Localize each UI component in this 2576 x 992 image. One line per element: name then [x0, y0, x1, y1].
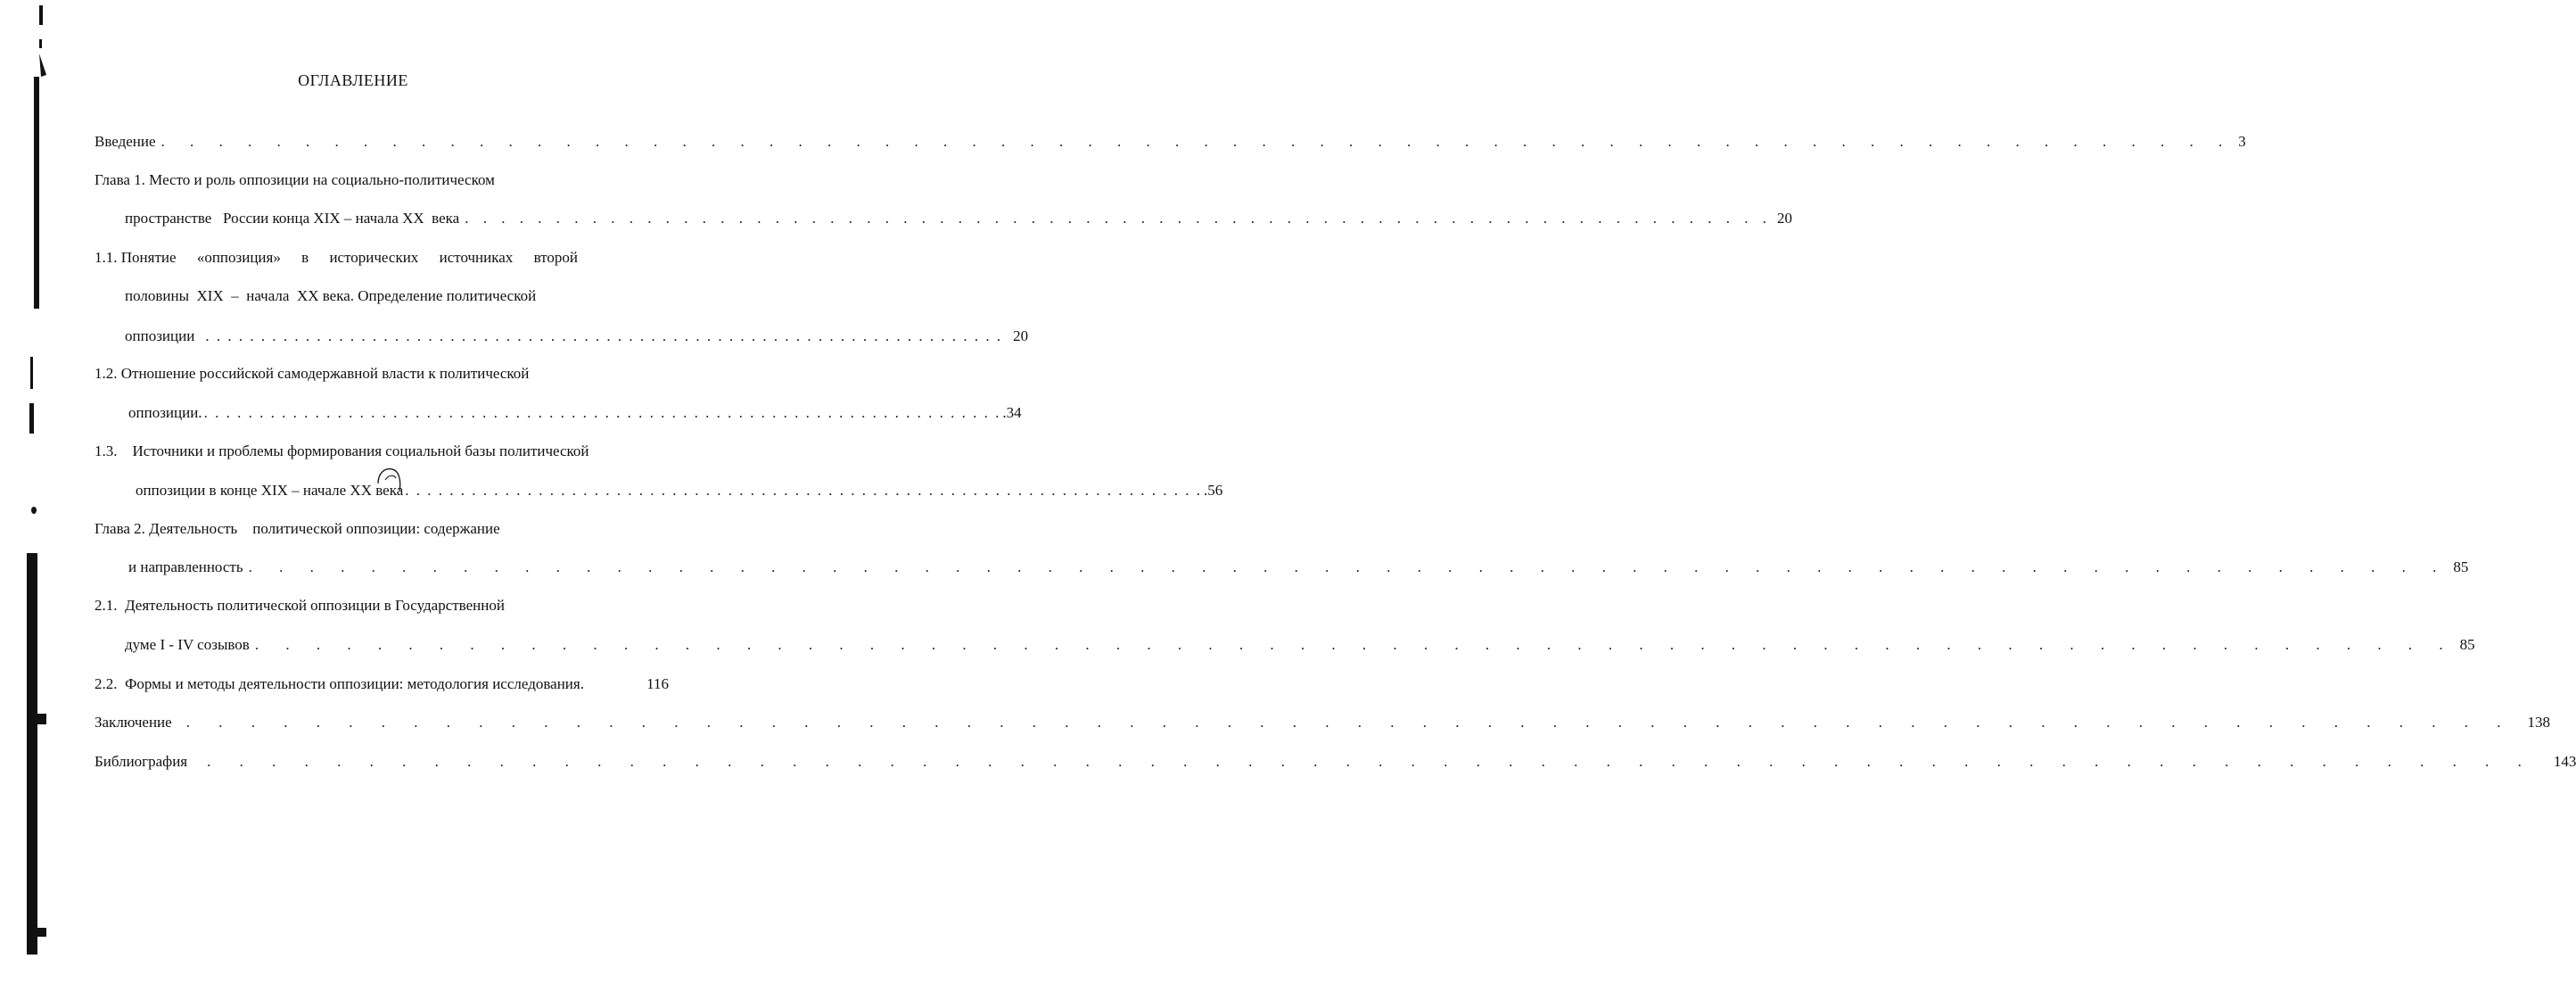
- toc-entry-text: 2.2. Формы и методы деятельности оппозиции: методология исследования.: [95, 675, 584, 692]
- dot-leader: . . . . . . . . . . . . . . . . . . . . . . . . . . . . . . . . . . . . . . . . . . . . . . . . . . . . . . . . . . . . . . . . . . . . . . . .: [465, 210, 1772, 227]
- dot-leader: . . . . . . . . . . . . . . . . . . . . . . . . . . . . . . . . . . . . . . . . . . . . . . . . . . . . . . . . . . . . . . . . . . . . . . . .: [207, 753, 2534, 770]
- dot-leader: . . . . . . . . . . . . . . . . . . . . . . . . . . . . . . . . . . . . . . . . . . . . . . . . . . . . . . . . . . . . . . . . . . . . . . . .: [254, 636, 2455, 653]
- toc-entry-ch2-line2: [128, 558, 2469, 577]
- toc-entry-text: Введение: [95, 133, 156, 150]
- toc-entry-s12-line1: [95, 364, 529, 384]
- dot-leader: . . . . . . . . . . . . . . . . . . . . . . . . . . . . . . . . . . . . . . . . . . . . . . . . . . . . . . . . . . . . . . . . . . . . . . . .: [203, 404, 1001, 421]
- toc-entry-ch2-line1: [95, 519, 500, 539]
- dot-leader: . . . . . . . . . . . . . . . . . . . . . . . . . . . . . . . . . . . . . . . . . . . . . . . . . . . . . . . . . . . . . . . . . . . . . . . .: [405, 482, 1202, 499]
- toc-entry-text: Глава 1. Место и роль оппозиции на социально-политическом: [95, 171, 495, 188]
- toc-word: источниках: [439, 249, 514, 266]
- toc-entry-s21-line1: [95, 596, 505, 616]
- toc-page-number: .56: [1204, 482, 1223, 499]
- toc-page-number: 85: [2459, 636, 2475, 653]
- toc-page-number: 116: [646, 675, 669, 692]
- toc-entry-bibliography: [95, 752, 2576, 772]
- toc-entry-text: думе I - IV созывов: [125, 636, 250, 653]
- toc-entry-ch1-line2: [125, 209, 1792, 228]
- toc-page-number: 138: [2527, 714, 2550, 731]
- toc-word: 1.1. Понятие: [95, 249, 177, 266]
- toc-page-number: 20: [1013, 327, 1029, 344]
- toc-entry-text: оппозиции: [125, 327, 195, 344]
- toc-word: в: [301, 249, 309, 266]
- dot-leader: . . . . . . . . . . . . . . . . . . . . . . . . . . . . . . . . . . . . . . . . . . . . . . . . . . . . . . . . . . . . . . . . . . . . . . . .: [205, 327, 1003, 344]
- toc-entry-text: пространстве России конца XIX – начала XX века: [125, 210, 460, 227]
- toc-entry-s11-line3: [125, 327, 1029, 346]
- toc-entry-s21-line2: [125, 635, 2475, 655]
- toc-entry-conclusion: [95, 713, 2550, 732]
- toc-page-number: .34: [1002, 404, 1022, 421]
- handwritten-correction-mark: [373, 464, 408, 500]
- toc-entry-s11-line2: [125, 286, 536, 306]
- toc-entry-text: Заключение: [95, 714, 172, 731]
- toc-entry-s12-line2: [128, 403, 1022, 423]
- toc-entry-s13-line1: [95, 442, 589, 461]
- toc-entry-s11-line1: [95, 248, 578, 268]
- toc-page-number: 85: [2453, 558, 2469, 575]
- toc-title: ОГЛАВЛЕНИЕ: [298, 71, 408, 89]
- toc-entry-text: 1.3. Источники и проблемы формирования социальной базы политической: [95, 442, 589, 459]
- toc-entry-text: и направленность: [128, 558, 243, 575]
- toc-entry-text: 1.2. Отношение российской самодержавной власти к политической: [95, 365, 530, 382]
- toc-entry-text: Библиография: [95, 753, 188, 770]
- toc-entry-text: оппозиции в конце XIX – начале XX века: [136, 482, 404, 499]
- toc-entry-text: оппозиции.: [128, 404, 202, 421]
- toc-word: второй: [533, 249, 578, 266]
- toc-entry-intro: [95, 132, 2246, 152]
- toc-page-number: 143: [2553, 753, 2576, 770]
- toc-word: исторических: [329, 249, 419, 266]
- toc-entry-ch1-line1: [95, 170, 495, 190]
- scan-edge-marks: [0, 0, 53, 992]
- toc-word: «оппозиция»: [196, 249, 281, 266]
- toc-page-number: 3: [2238, 133, 2246, 150]
- toc-entry-text: 2.1. Деятельность политической оппозиции в Государственной: [95, 597, 505, 614]
- dot-leader: . . . . . . . . . . . . . . . . . . . . . . . . . . . . . . . . . . . . . . . . . . . . . . . . . . . . . . . . . . . . . . . . . . . . . . . .: [160, 133, 2234, 150]
- toc-entry-s22: [95, 674, 669, 694]
- dot-leader: . . . . . . . . . . . . . . . . . . . . . . . . . . . . . . . . . . . . . . . . . . . . . . . . . . . . . . . . . . . . . . . . . . . . . . . .: [185, 714, 2514, 731]
- toc-page-number: 20: [1776, 210, 1792, 227]
- toc-entry-text: Глава 2. Деятельность политической оппозиции: содержание: [95, 520, 500, 537]
- dot-leader: . . . . . . . . . . . . . . . . . . . . . . . . . . . . . . . . . . . . . . . . . . . . . . . . . . . . . . . . . . . . . . . . . . . . . . . .: [248, 558, 2448, 575]
- toc-entry-text: половины XIX – начала XX века. Определение политической: [125, 287, 537, 304]
